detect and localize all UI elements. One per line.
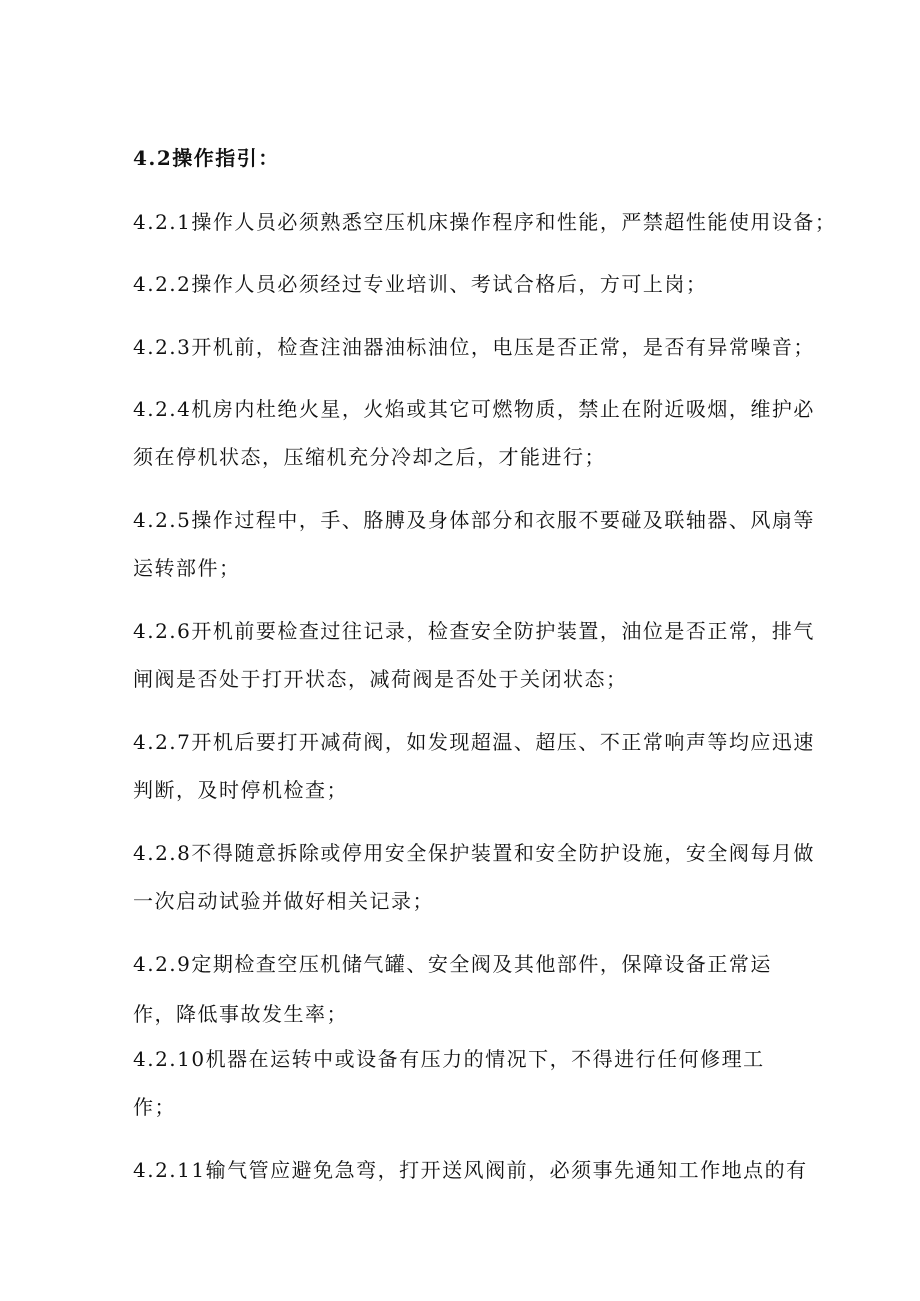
item-4-2-7-line-1: 4.2.7开机后要打开减荷阀，如发现超温、超压、不正常响声等均应迅速 — [133, 730, 815, 754]
item-4-2-3-line-1: 4.2.3开机前，检查注油器油标油位，电压是否正常，是否有异常噪音； — [133, 335, 815, 359]
item-4-2-2-line-1: 4.2.2操作人员必须经过专业培训、考试合格后，方可上岗； — [133, 272, 708, 296]
item-4-2-8-line-2: 一次启动试验并做好相关记录； — [133, 889, 434, 913]
item-4-2-10-line-1: 4.2.10机器在运转中或设备有压力的情况下，不得进行任何修理工 — [133, 1047, 765, 1071]
item-4-2-6-line-2: 闸阀是否处于打开状态，减荷阀是否处于关闭状态； — [133, 667, 628, 691]
item-4-2-9-line-1: 4.2.9定期检查空压机储气罐、安全阀及其他部件，保障设备正常运 — [133, 952, 772, 976]
item-4-2-9-line-2: 作，降低事故发生率； — [133, 1002, 348, 1026]
item-4-2-4-line-1: 4.2.4机房内杜绝火星，火焰或其它可燃物质，禁止在附近吸烟，维护必 — [133, 397, 815, 421]
item-4-2-10-line-2: 作； — [133, 1095, 176, 1119]
item-4-2-5-line-1: 4.2.5操作过程中，手、胳膊及身体部分和衣服不要碰及联轴器、风扇等 — [133, 508, 815, 532]
item-4-2-4-line-2: 须在停机状态，压缩机充分冷却之后，才能进行； — [133, 445, 606, 469]
item-4-2-5-line-2: 运转部件； — [133, 556, 241, 580]
item-4-2-1-line-1: 4.2.1操作人员必须熟悉空压机床操作程序和性能，严禁超性能使用设备； — [133, 210, 837, 234]
item-4-2-6-line-1: 4.2.6开机前要检查过往记录，检查安全防护装置，油位是否正常，排气 — [133, 619, 815, 643]
item-4-2-7-line-2: 判断，及时停机检查； — [133, 778, 348, 802]
item-4-2-8-line-1: 4.2.8不得随意拆除或停用安全保护装置和安全防护设施，安全阀每月做 — [133, 841, 815, 865]
item-4-2-11-line-1: 4.2.11输气管应避免急弯，打开送风阀前，必须事先通知工作地点的有 — [133, 1158, 808, 1182]
section-heading: 4.2操作指引： — [133, 146, 280, 170]
